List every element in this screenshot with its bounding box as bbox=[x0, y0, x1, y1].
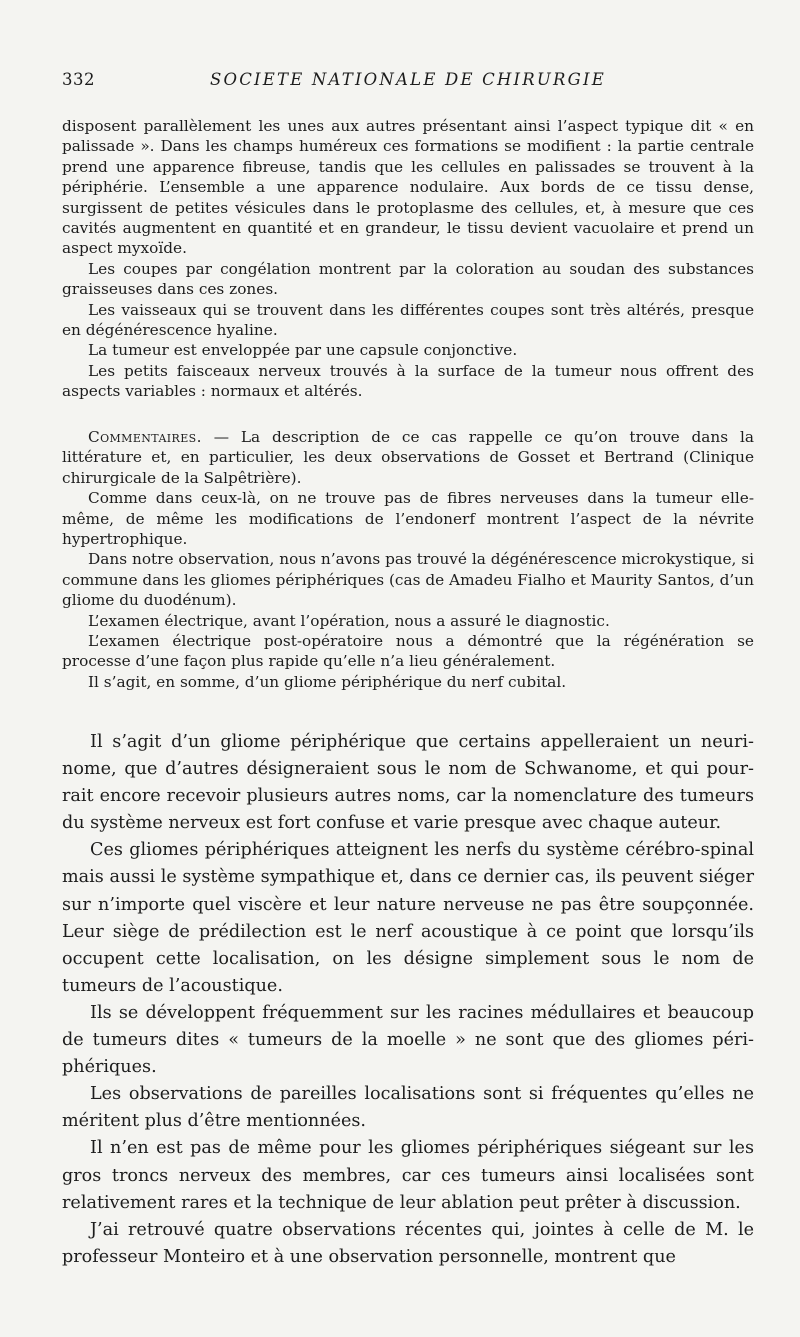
paragraph: disposent parallèlement les unes aux autres présentant ainsi l’aspect typique dit « en palissade ». Dans les champs huméreux ces formations se modifient : la partie centrale prend une apparence fibreuse, tandis que les cellules en palissades se trouvent à la périphérie. L’ensemble a une apparence nodulaire. Aux bords de ce tissu dense, surgissent de petites vésicules dans le protoplasme des cellules, et, à mesure que ces cavités augmentent en quantité et en grandeur, le tissu devient vacuolaire et prend un aspect myxoïde. bbox=[62, 117, 754, 258]
pathology-findings-section bbox=[62, 116, 754, 402]
paragraph: La tumeur est enveloppée par une capsule conjonctive. bbox=[88, 341, 518, 360]
paragraph: Il n’en est pas de même pour les gliomes périphériques siégeant sur les gros troncs nerveux des membres, car ces tumeurs ainsi localisées sont relativement rares et la technique de leur ablation peut prêter à discussion. bbox=[62, 1138, 754, 1213]
paragraph: Les coupes par congélation montrent par la coloration au soudan des substances graisseuses dans ces zones. bbox=[62, 259, 754, 299]
paragraph: L’examen électrique post-opératoire nous a démontré que la régénération se processe d’une façon plus rapide qu’elle n’a lieu généralement. bbox=[62, 632, 754, 671]
commentaires-paragraph bbox=[62, 427, 754, 488]
paragraph: Les observations de pareilles localisations sont si fréquentes qu’elles ne méritent plus d’être mentionnées. bbox=[62, 1084, 754, 1132]
paragraph: Il s’agit d’un gliome périphérique que certains appelleraient un neurinome, que d’autres désigneraient sous le nom de Schwanome, et qui pourrait encore recevoir plusieurs autres noms, car la nomenclature des tumeurs du système nerveux est fort confuse et varie presque avec chaque auteur. bbox=[62, 732, 754, 834]
paragraph: Dans notre observation, nous n’avons pas trouvé la dégénérescence microkystique, si commune dans les gliomes périphériques (cas de Amadeu Fialho et Maurity Santos, d’un gliome du duodénum). bbox=[62, 550, 754, 610]
commentaires-section bbox=[62, 427, 754, 692]
paragraph: Les vaisseaux qui se trouvent dans les différentes coupes sont très altérés, presque en dégénérescence hyaline. bbox=[62, 300, 754, 340]
paragraph: Comme dans ceux-là, on ne trouve pas de fibres nerveuses dans la tumeur elle-même, de même les modifications de l’endonerf montrent l’aspect de la névrite hypertrophique. bbox=[62, 489, 754, 549]
page-header bbox=[62, 70, 752, 94]
paragraph: Il s’agit, en somme, d’un gliome périphérique du nerf cubital. bbox=[88, 672, 567, 691]
discussion-section bbox=[62, 729, 754, 1271]
commentaires-lead-text: — La description de ce cas rappelle ce qu’on trouve dans la littérature et, en particulier, les deux observations de Gosset et Bertrand (Clinique chirurgicale de la Salpêtrière). bbox=[62, 428, 754, 487]
page-number: 332 bbox=[62, 70, 95, 89]
paragraph: J’ai retrouvé quatre observations récentes qui, jointes à celle de M. le professeur Monteiro et à une observation personnelle, montrent que bbox=[62, 1219, 754, 1267]
paragraph: Les petits faisceaux nerveux trouvés à la surface de la tumeur nous offrent des aspects variables : normaux et altérés. bbox=[62, 361, 754, 401]
paragraph: Ces gliomes périphériques atteignent les nerfs du système cérébro-spinal mais aussi le système sympathique et, dans ce dernier cas, ils peuvent siéger sur n’importe quel viscère et leur nature nerveuse ne pas être soupçonnée. Leur siège de prédilection est le nerf acoustique à ce point que lorsqu’ils occupent cette localisation, on les désigne simplement sous le nom de tumeurs de l’acoustique. bbox=[62, 840, 754, 996]
running-title: SOCIETE NATIONALE DE CHIRURGIE bbox=[210, 70, 606, 89]
paragraph: Ils se développent fréquemment sur les racines médullaires et beaucoup de tumeurs dites « tumeurs de la moelle » ne sont que des gliomes périphériques. bbox=[62, 1002, 754, 1078]
paragraph: L’examen électrique, avant l’opération, nous a assuré le diagnostic. bbox=[88, 611, 610, 630]
commentaires-heading: Commentaires. bbox=[88, 428, 202, 446]
